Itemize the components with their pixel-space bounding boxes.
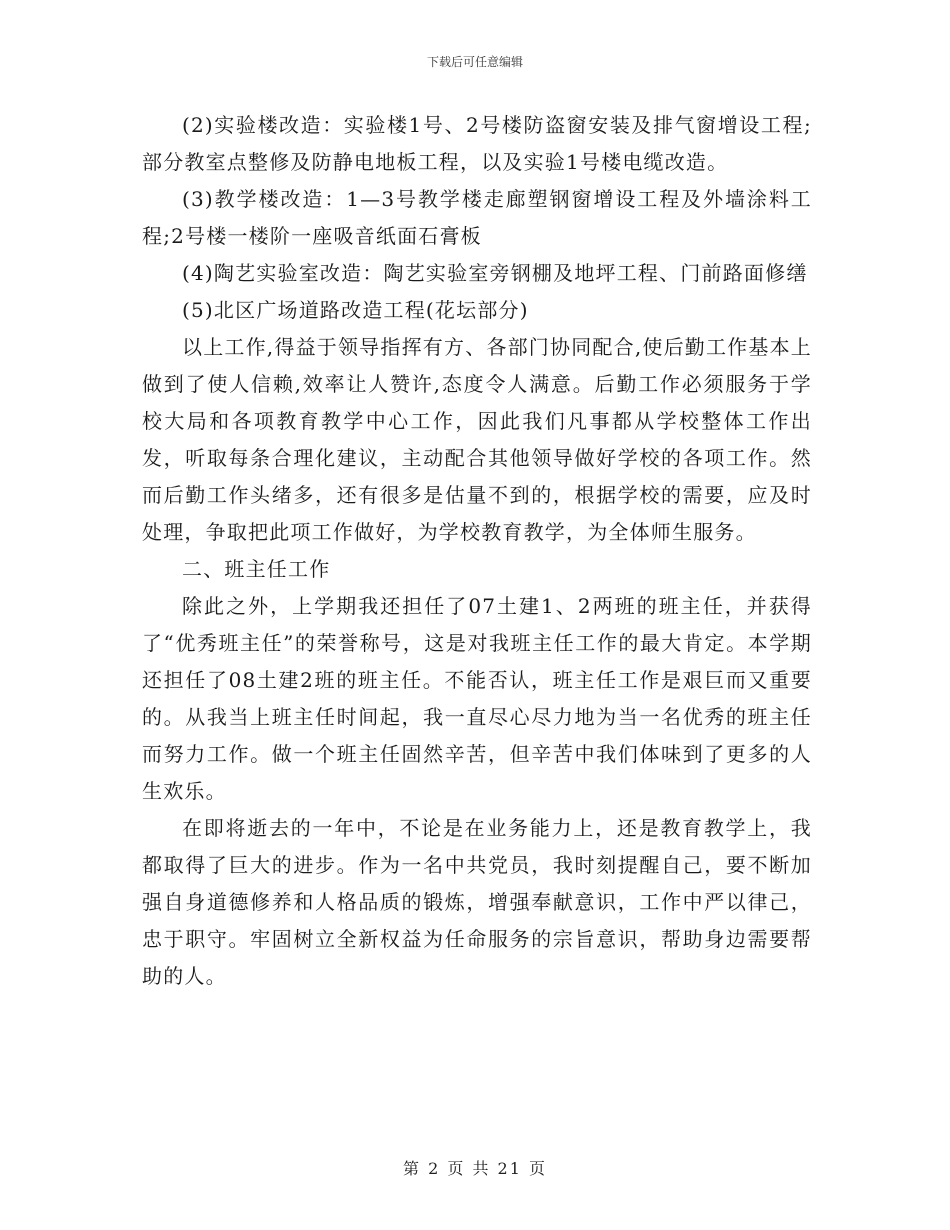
section-heading-class-teacher: 二、班主任工作 <box>182 557 331 581</box>
paragraph-year-review: 在即将逝去的一年中，不论是在业务能力上，还是教育教学上，我都取得了巨大的进步。作为一名中共党员，我时刻提醒自己，要不断加强自身道德修养和人格品质的锻炼，增强奉献意识，工作中严以律己，忠于职守。牢固树立全新权益为任命服务的宗旨意识，帮助身边需要帮助的人。 <box>142 816 812 988</box>
paragraph-teaching-building: (3)教学楼改造：1—3号教学楼走廊塑钢窗增设工程及外墙涂料工程;2号楼一楼阶一座吸音纸面石膏板 <box>142 187 812 248</box>
paragraph-class-teacher: 除此之外，上学期我还担任了07土建1、2两班的班主任，并获得了“优秀班主任”的荣誉称号，这是对我班主任工作的最大肯定。本学期还担任了08土建2班的班主任。不能否认，班主任工作是艰巨而又重要的。从我当上班主任时间起，我一直尽心尽力地为当一名优秀的班主任而努力工作。做一个班主任固然辛苦，但辛苦中我们体味到了更多的人生欢乐。 <box>142 594 812 803</box>
header-note: 下载后可任意编辑 <box>426 55 523 69</box>
page-footer: 第 2 页 共 21 页 <box>403 1159 547 1178</box>
document-body <box>142 107 812 995</box>
paragraph-north-plaza: (5)北区广场道路改造工程(花坛部分) <box>182 298 529 322</box>
paragraph-lab-building: (2)实验楼改造：实验楼1号、2号楼防盗窗安装及排气窗增设工程;部分教室点整修及防静电地板工程，以及实验1号楼电缆改造。 <box>142 113 812 174</box>
paragraph-ceramics-lab: (4)陶艺实验室改造：陶艺实验室旁钢棚及地坪工程、门前路面修缮 <box>182 261 808 285</box>
paragraph-logistics-summary: 以上工作,得益于领导指挥有方、各部门协同配合,使后勤工作基本上做到了使人信赖,效率让人赞许,态度令人满意。后勤工作必须服务于学校大局和各项教育教学中心工作，因此我们凡事都从学校整体工作出发，听取每条合理化建议，主动配合其他领导做好学校的各项工作。然而后勤工作头绪多，还有很多是估量不到的，根据学校的需要，应及时处理，争取把此项工作做好，为学校教育教学，为全体师生服务。 <box>142 335 812 544</box>
